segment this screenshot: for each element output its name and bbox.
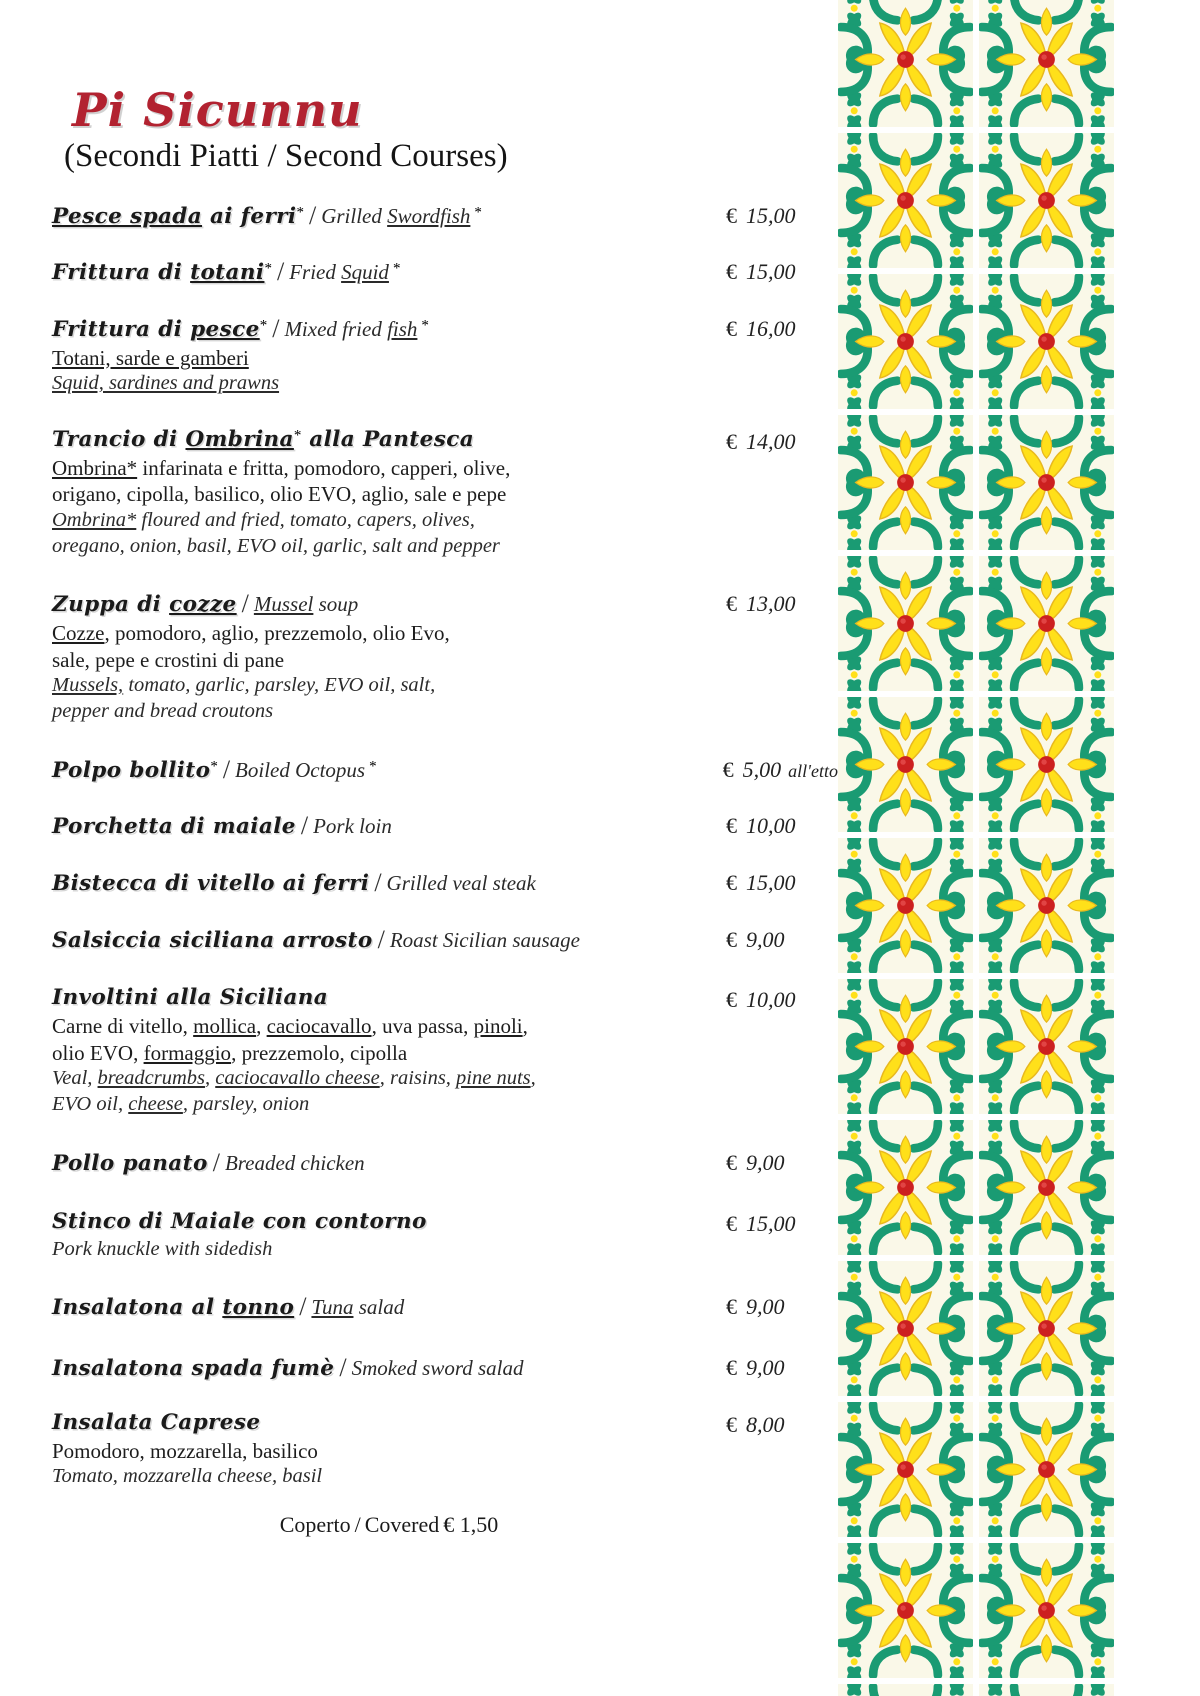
menu-item: [52, 427, 838, 560]
menu-item: [52, 925, 838, 956]
majolica-tile: [838, 133, 973, 268]
majolica-tile: [838, 1120, 973, 1255]
dish-name-en: Pork loin: [313, 814, 392, 839]
allergen-asterisk: *: [210, 758, 218, 775]
menu-item-headrow: [52, 811, 838, 842]
majolica-tile: [838, 1402, 973, 1537]
currency-symbol: €: [726, 870, 737, 896]
cover-charge-amount: € 1,50: [443, 1512, 499, 1538]
desc-underline: formaggio: [143, 1040, 232, 1065]
name-separator: /: [276, 257, 285, 287]
menu-item-names: [52, 589, 370, 620]
price-value: 15,00: [746, 259, 796, 285]
dish-price: [726, 1353, 838, 1381]
desc-underline: Totani, sarde e gamberi: [52, 345, 249, 370]
menu-item-names: [52, 314, 441, 345]
price-value: 15,00: [746, 1210, 796, 1236]
majolica-tile: [979, 979, 1114, 1114]
desc-underline: Cozze: [52, 621, 105, 646]
majolica-tile: [979, 1684, 1114, 1696]
currency-symbol: €: [726, 202, 737, 228]
currency-symbol: €: [726, 813, 737, 839]
desc-underline: Mussels,: [52, 674, 124, 697]
allergen-asterisk: *: [392, 260, 401, 277]
desc-underline: caciocavallo cheese: [215, 1067, 380, 1090]
menu-item-names: [52, 257, 412, 288]
currency-symbol: €: [726, 1294, 737, 1320]
majolica-tile-icon: [979, 1402, 1114, 1537]
desc-underline: pine nuts: [456, 1067, 531, 1090]
majolica-tile-icon: [979, 133, 1114, 268]
menu-header: [0, 0, 838, 175]
menu-item-list: [0, 201, 838, 1490]
currency-symbol: €: [726, 428, 737, 454]
majolica-tile: [979, 697, 1114, 832]
cover-charge-label-en: Covered: [364, 1512, 440, 1538]
menu-item: [52, 985, 838, 1118]
desc-underline: Squid, sardines and prawns: [52, 372, 280, 395]
menu-item-names: [52, 1410, 272, 1435]
dish-description-it-line2: sale, pepe e crostini di pane: [52, 647, 285, 672]
majolica-tile-icon: [979, 979, 1114, 1114]
dish-price: [726, 985, 838, 1013]
majolica-tile: [838, 1543, 973, 1678]
menu-item-headrow: [52, 925, 838, 956]
dish-name-it: Insalata Caprese: [52, 1409, 261, 1435]
majolica-tile: [838, 415, 973, 550]
majolica-tile: [838, 556, 973, 691]
dish-description-en: [52, 371, 692, 397]
dish-description-it: Pomodoro, mozzarella, basilico: [52, 1438, 318, 1463]
dish-price: [726, 811, 838, 839]
majolica-tile-icon: [838, 1543, 973, 1678]
majolica-tile: [838, 697, 973, 832]
price-value: 16,00: [746, 315, 796, 341]
dish-name-it: Pollo panato: [52, 1150, 208, 1176]
majolica-tile-icon: [979, 415, 1114, 550]
currency-symbol: €: [726, 259, 737, 285]
currency-symbol: €: [726, 1411, 737, 1437]
dish-price: [723, 755, 838, 783]
menu-item: [52, 811, 838, 842]
majolica-tile-icon: [979, 0, 1114, 127]
dish-description-it-line1: Cozze, pomodoro, aglio, prezzemolo, olio Evo,: [52, 621, 450, 646]
majolica-tile-icon: [979, 1120, 1114, 1255]
menu-item-headrow: [52, 1292, 838, 1323]
dish-price: [726, 1410, 838, 1438]
dish-name-it: Zuppa di cozze: [52, 592, 237, 618]
dish-description-en-line2: oregano, onion, basil, EVO oil, garlic, salt and pepper: [52, 534, 500, 557]
dish-name-it: Insalatona al tonno: [52, 1295, 295, 1321]
menu-item-headrow: [52, 589, 838, 620]
dish-name-en: Fried Squid: [289, 260, 389, 285]
dish-price: [726, 1209, 838, 1237]
menu-item-headrow: [52, 985, 838, 1013]
cover-charge-label-it: Coperto: [279, 1512, 351, 1538]
dish-description-en-line1: Mussels, tomato, garlic, parsley, EVO oil, salt,: [52, 674, 436, 697]
menu-item: [52, 1209, 838, 1263]
name-separator: /: [241, 589, 249, 619]
majolica-tile: [979, 838, 1114, 973]
majolica-tile-icon: [979, 697, 1114, 832]
majolica-tile: [838, 838, 973, 973]
dish-name-it: Frittura di pesce: [52, 316, 260, 342]
desc-underline: Ombrina*: [52, 508, 137, 531]
dish-price: [726, 925, 838, 953]
currency-symbol: €: [726, 1355, 737, 1381]
name-separator: /: [377, 924, 385, 954]
dish-name-it: Trancio di Ombrina: [52, 426, 294, 452]
majolica-tile: [979, 133, 1114, 268]
allergen-asterisk: *: [369, 758, 377, 775]
dish-name-it-cont: alla Pantesca: [301, 426, 475, 452]
allergen-asterisk: *: [259, 317, 268, 334]
price-value: 9,00: [746, 1355, 785, 1381]
majolica-tile-icon: [838, 979, 973, 1114]
desc-underline: mollica: [193, 1014, 257, 1039]
price-value: 5,00: [742, 756, 782, 782]
dish-description-it-line1: Ombrina* infarinata e fritta, pomodoro, capperi, olive,: [52, 455, 511, 480]
majolica-tile-icon: [838, 1684, 973, 1696]
majolica-tile: [979, 0, 1114, 127]
majolica-tile-icon: [838, 415, 973, 550]
dish-price: [726, 1292, 838, 1320]
dish-description-en-line2: EVO oil, cheese, parsley, onion: [52, 1093, 310, 1116]
majolica-tile-icon: [838, 274, 973, 409]
majolica-tile: [979, 1120, 1114, 1255]
menu-item: [52, 589, 838, 724]
dish-price: [726, 1148, 838, 1176]
majolica-tile-icon: [979, 556, 1114, 691]
price-value: 8,00: [746, 1411, 785, 1437]
majolica-tile-icon: [838, 133, 973, 268]
majolica-tile: [979, 415, 1114, 550]
dish-name-en: Mussel soup: [253, 592, 359, 617]
majolica-tile-icon: [979, 1684, 1114, 1696]
dish-price: [726, 314, 838, 342]
dish-description-it-line2: olio EVO, formaggio, prezzemolo, cipolla: [52, 1040, 408, 1065]
name-separator: /: [339, 1353, 347, 1383]
name-separator: /: [374, 868, 382, 898]
menu-item-headrow: [52, 314, 838, 345]
menu-item-names: [52, 868, 548, 899]
menu-item: [52, 755, 838, 786]
currency-symbol: €: [726, 315, 737, 341]
menu-item: [52, 868, 838, 899]
dish-name-it: Frittura di totani: [52, 260, 265, 286]
decorative-tile-border: [838, 0, 1200, 1696]
desc-underline: caciocavallo: [266, 1014, 372, 1039]
menu-item: [52, 1292, 838, 1323]
menu-item-names: [52, 201, 494, 232]
allergen-asterisk: *: [293, 427, 302, 444]
menu-item-headrow: [52, 427, 838, 455]
dish-name-en: Mixed fried fish: [284, 316, 418, 341]
dish-name-en: Grilled Swordfish: [321, 203, 471, 228]
menu-item: [52, 1148, 838, 1179]
majolica-tile: [979, 274, 1114, 409]
price-value: 9,00: [746, 926, 785, 952]
name-separator: /: [300, 811, 309, 841]
majolica-tile: [838, 979, 973, 1114]
name-separator: /: [299, 1292, 307, 1322]
menu-item-headrow: [52, 868, 838, 899]
menu-item-names: [52, 427, 486, 452]
menu-item-names: [52, 985, 340, 1010]
allergen-asterisk: *: [421, 317, 429, 334]
menu-item-headrow: [52, 1353, 838, 1384]
menu-item-names: [52, 925, 592, 956]
currency-symbol: €: [722, 756, 734, 782]
desc-underline: cheese: [128, 1093, 183, 1116]
price-value: 13,00: [746, 591, 796, 617]
dish-price: [726, 201, 838, 229]
currency-symbol: €: [726, 1210, 737, 1236]
menu-footer: [0, 1512, 838, 1538]
price-value: 9,00: [746, 1149, 785, 1175]
dish-name-it: Polpo bollito: [52, 757, 211, 783]
name-separator: /: [222, 754, 231, 784]
currency-symbol: €: [726, 926, 737, 952]
dish-description-it-line2: origano, cipolla, basilico, olio EVO, aglio, sale e pepe: [52, 482, 507, 507]
menu-item-headrow: [52, 257, 838, 288]
menu-item-names: [52, 1292, 416, 1323]
page-subtitle: (Secondi Piatti / Second Courses): [64, 138, 508, 175]
menu-item-headrow: [52, 201, 838, 232]
price-value: 15,00: [746, 202, 796, 228]
menu-item-names: [52, 811, 404, 842]
majolica-tile: [838, 274, 973, 409]
menu-item-names: [52, 755, 389, 786]
menu-item-names: [52, 1209, 439, 1234]
menu-item: [52, 201, 838, 232]
menu-item: [52, 1410, 838, 1490]
dish-name-it: Bistecca di vitello ai ferri: [52, 871, 370, 897]
majolica-tile-icon: [838, 697, 973, 832]
dish-price: [726, 257, 838, 285]
cover-charge-separator: /: [354, 1512, 361, 1538]
dish-name-en: Boiled Octopus: [235, 757, 366, 782]
currency-symbol: €: [726, 987, 737, 1013]
dish-name-en: Roast Sicilian sausage: [389, 927, 581, 952]
majolica-tile-icon: [838, 1261, 973, 1396]
dish-name-it: Pesce spada ai ferri: [52, 203, 297, 229]
desc-underline: pinoli: [473, 1014, 523, 1039]
majolica-tile: [979, 556, 1114, 691]
page-title: Pi Sicunnu: [72, 83, 363, 137]
majolica-tile-icon: [979, 1261, 1114, 1396]
majolica-tile-icon: [838, 0, 973, 127]
price-value: 15,00: [746, 870, 796, 896]
menu-item-headrow: [52, 755, 838, 786]
menu-item-headrow: [52, 1148, 838, 1179]
dish-name-it: Insalatona spada fumè: [52, 1356, 335, 1382]
price-value: 9,00: [746, 1294, 785, 1320]
menu-item-headrow: [52, 1209, 838, 1237]
allergen-asterisk: *: [264, 260, 272, 277]
majolica-tile: [838, 1684, 973, 1696]
currency-symbol: €: [726, 591, 737, 617]
dish-name-en: Grilled veal steak: [386, 871, 536, 896]
majolica-tile-icon: [979, 1543, 1114, 1678]
majolica-tile-icon: [838, 838, 973, 973]
price-value: 10,00: [746, 813, 796, 839]
menu-item-headrow: [52, 1410, 838, 1438]
majolica-tile-icon: [838, 1120, 973, 1255]
desc-underline: Ombrina*: [52, 455, 138, 480]
majolica-tile-icon: [838, 556, 973, 691]
dish-description-en: Pork knuckle with sidedish: [52, 1237, 273, 1260]
majolica-tile-icon: [979, 274, 1114, 409]
menu-item: [52, 1353, 838, 1384]
majolica-tile-icon: [838, 1402, 973, 1537]
dish-price: [726, 589, 838, 617]
dish-name-it: Involtini alla Siciliana: [52, 985, 329, 1011]
name-separator: /: [212, 1147, 220, 1177]
name-separator: /: [272, 313, 280, 343]
allergen-asterisk: *: [296, 204, 304, 221]
dish-description-en: Tomato, mozzarella cheese, basil: [52, 1465, 323, 1488]
dish-description-it-line1: Carne di vitello, mollica, caciocavallo, uva passa, pinoli,: [52, 1014, 528, 1039]
dish-name-en: Breaded chicken: [224, 1150, 365, 1175]
dish-description-en-line1: Ombrina* floured and fried, tomato, capers, olives,: [52, 508, 475, 531]
tile-grid: [838, 0, 1114, 1696]
menu-item: [52, 257, 838, 288]
dish-price: [726, 868, 838, 896]
allergen-asterisk: *: [474, 204, 482, 221]
majolica-tile: [979, 1261, 1114, 1396]
dish-description-en-line1: Veal, breadcrumbs, caciocavallo cheese, raisins, pine nuts,: [52, 1067, 536, 1090]
price-value: 10,00: [746, 987, 796, 1013]
menu-item: [52, 314, 838, 397]
name-separator: /: [308, 200, 317, 230]
majolica-tile: [979, 1543, 1114, 1678]
majolica-tile: [838, 1261, 973, 1396]
dish-name-it: Stinco di Maiale con contorno: [52, 1208, 427, 1234]
majolica-tile-icon: [979, 838, 1114, 973]
dish-name-it: Porchetta di maiale: [52, 814, 296, 840]
menu-item-names: [52, 1353, 536, 1384]
dish-description-it: [52, 345, 692, 371]
price-unit: all'etto: [788, 760, 838, 781]
menu-item-names: [52, 1148, 377, 1179]
majolica-tile: [979, 1402, 1114, 1537]
dish-name-en: Smoked sword salad: [351, 1356, 524, 1381]
desc-underline: breadcrumbs: [97, 1067, 205, 1090]
currency-symbol: €: [726, 1149, 737, 1175]
dish-description-en-line2: pepper and bread croutons: [52, 699, 274, 722]
dish-name-it: Salsiccia siciliana arrosto: [52, 927, 373, 953]
dish-name-en: Tuna salad: [311, 1295, 405, 1320]
dish-price: [726, 427, 838, 455]
price-value: 14,00: [746, 428, 796, 454]
majolica-tile: [838, 0, 973, 127]
